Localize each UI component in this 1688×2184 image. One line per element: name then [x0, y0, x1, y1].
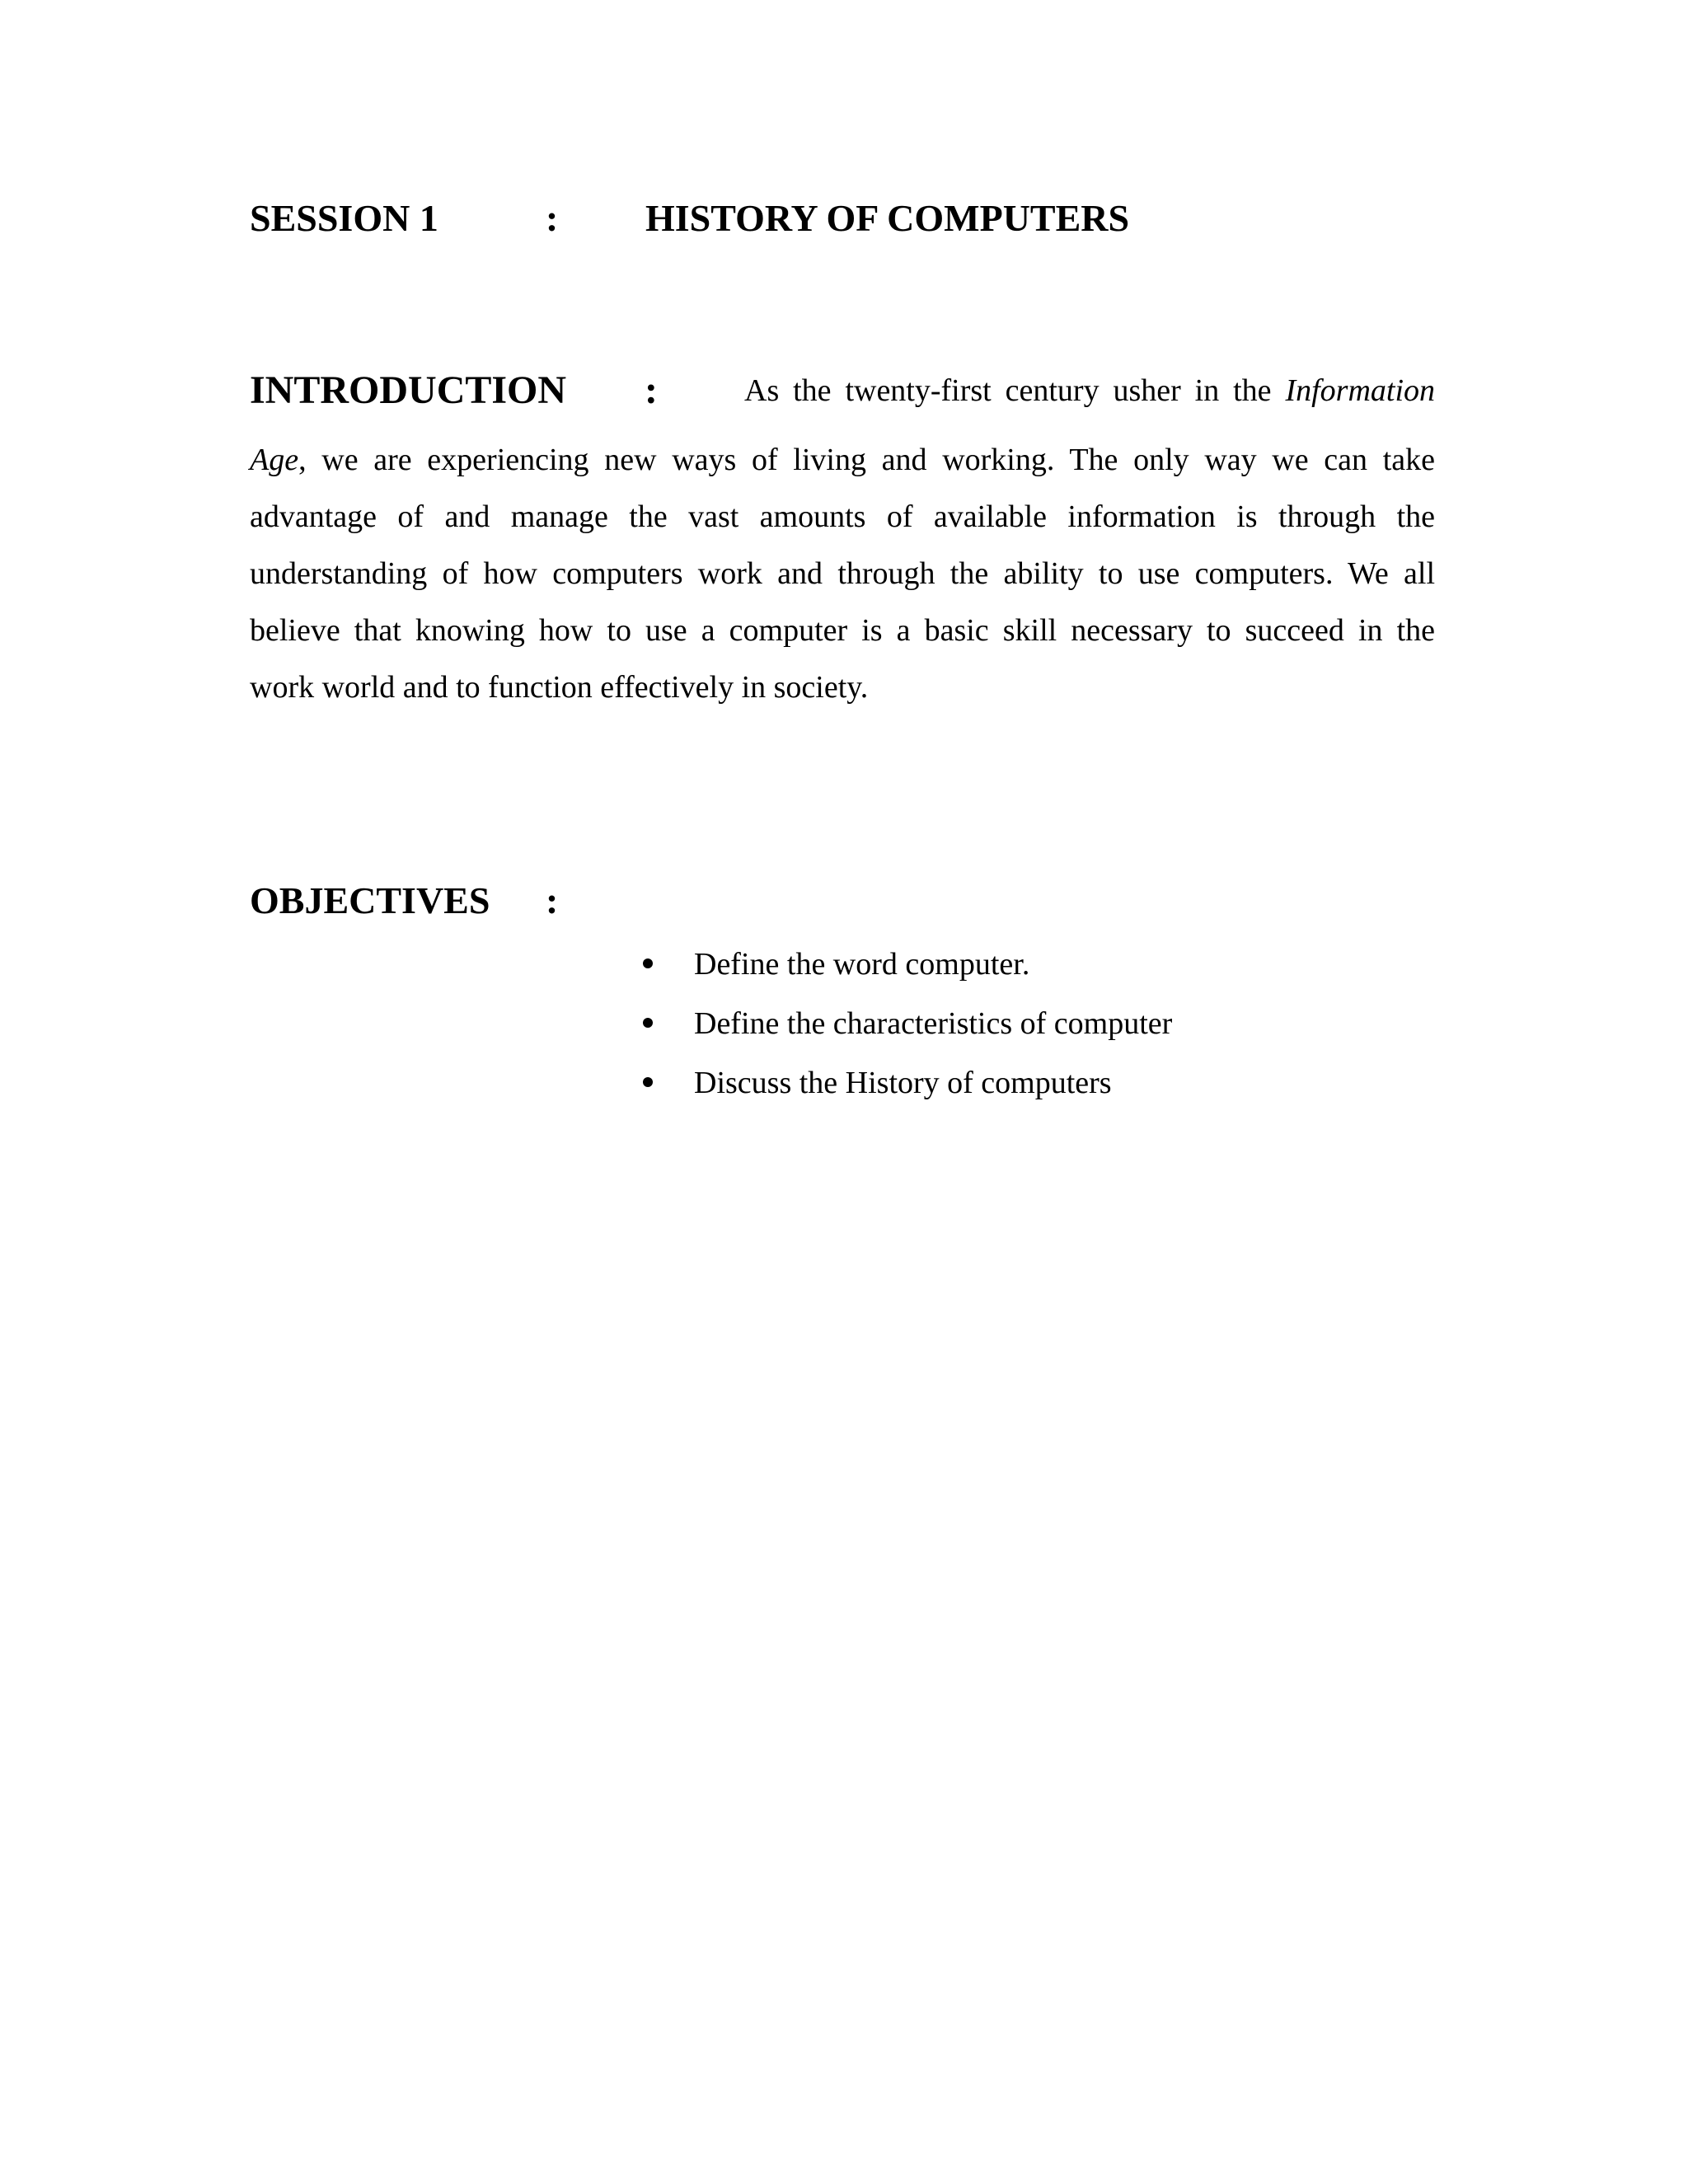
introduction-paragraph — [250, 432, 1435, 716]
list-item — [643, 944, 1172, 1004]
objectives-list — [643, 944, 1172, 1122]
objectives-heading: OBJECTIVES — [250, 879, 490, 921]
objective-text: Define the word computer. — [694, 947, 1030, 982]
introduction-line-4: understanding of how computers work and through the ability to use computers. We all — [250, 556, 1435, 591]
list-item — [643, 1004, 1172, 1063]
objective-text: Discuss the History of computers — [694, 1066, 1112, 1100]
introduction-line-6: work world and to function effectively in society. — [250, 670, 869, 705]
session-colon: : — [546, 197, 559, 239]
introduction-first-line-text: As the twenty-first century usher in the — [744, 373, 1286, 408]
introduction-colon: : — [645, 368, 658, 412]
objective-text: Define the characteristics of computer — [694, 1006, 1173, 1041]
introduction-heading: INTRODUCTION — [250, 368, 567, 412]
bullet-icon — [643, 958, 653, 968]
introduction-line-5: believe that knowing how to use a computer is a basic skill necessary to succeed in the — [250, 613, 1435, 648]
objectives-colon: : — [546, 879, 559, 921]
session-label: SESSION 1 — [250, 197, 438, 239]
list-item — [643, 1063, 1172, 1122]
session-title: HISTORY OF COMPUTERS — [645, 197, 1130, 239]
introduction-line-2 — [250, 432, 1435, 489]
introduction-first-line-italic: Information — [1285, 373, 1435, 408]
bullet-icon — [643, 1018, 653, 1028]
bullet-icon — [643, 1077, 653, 1087]
introduction-first-line — [744, 373, 1435, 409]
introduction-line-2-text: , we are experiencing new ways of living and working. The only way we can take — [298, 443, 1435, 477]
introduction-line-2-italic: Age — [250, 443, 299, 477]
introduction-line-3: advantage of and manage the vast amounts of available information is through the — [250, 499, 1435, 534]
